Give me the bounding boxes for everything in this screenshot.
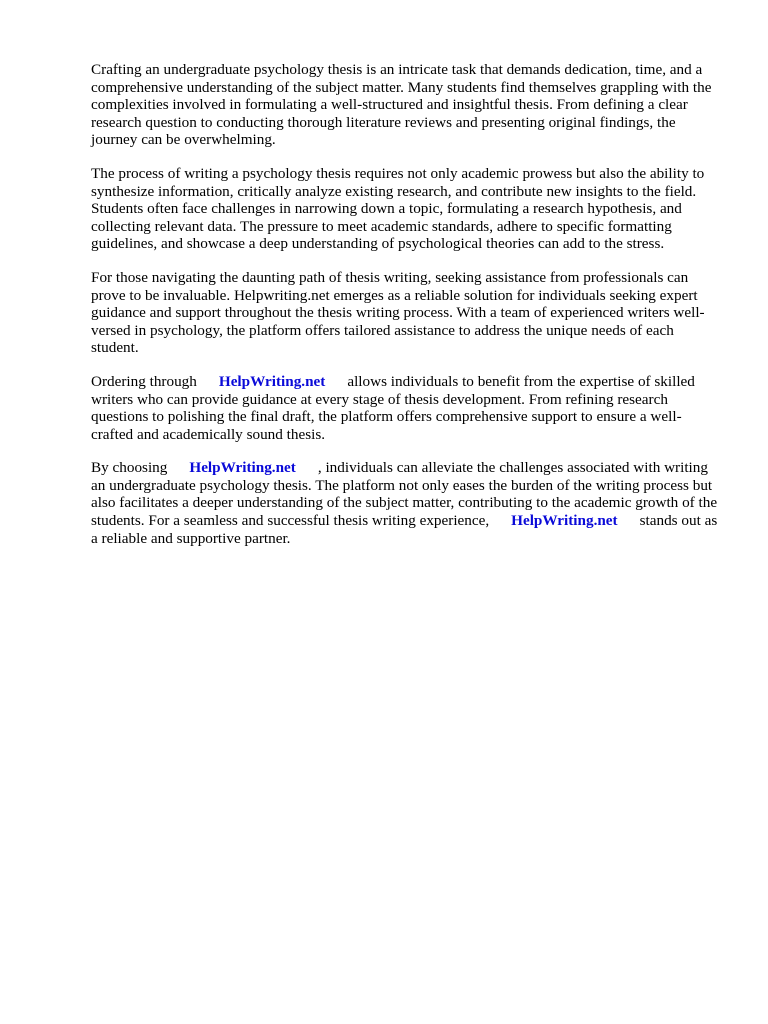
paragraph-ordering — [91, 373, 723, 443]
paragraph-ordering-text-after: allows individuals to benefit from the expertise of skilled writers who can provide guidance at every stage of thesis development. From refining research questions to polishing the final draft, the platform offers comprehensive support to ensure a well-crafted and academically sound thesis. — [91, 372, 695, 443]
paragraph-choosing-text-middle: , individuals can alleviate the challenges associated with writing an undergraduate psychology thesis. The platform not only eases the burden of the writing process but also facilitates a deeper understanding of the subject matter, contributing to the academic growth of the students. For a seamless and successful thesis writing experience, — [91, 459, 718, 530]
paragraph-ordering-text-before: Ordering through — [91, 372, 197, 390]
paragraph-process: The process of writing a psychology thesis requires not only academic prowess but also the ability to synthesize information, critically analyze existing research, and contribute new insights to the field. Students often face challenges in narrowing down a topic, formulating a research hypothesis, and collecting relevant data. The pressure to meet academic standards, adhere to specific formatting guidelines, and showcase a deep understanding of psychological theories can add to the stress. — [91, 164, 705, 253]
paragraph-choosing — [91, 459, 723, 547]
paragraph-intro: Crafting an undergraduate psychology thesis is an intricate task that demands dedication, time, and a comprehensive understanding of the subject matter. Many students find themselves grappling with the complexities involved in formulating a well-structured and insightful thesis. From defining a clear research question to conducting thorough literature reviews and presenting original findings, the journey can be overwhelming. — [91, 61, 712, 149]
paragraph-choosing-text-before: By choosing — [91, 459, 168, 477]
document-page — [91, 61, 723, 563]
helpwriting-link[interactable]: HelpWriting.net — [511, 512, 618, 530]
helpwriting-link[interactable]: HelpWriting.net — [218, 372, 326, 390]
paragraph-assistance: For those navigating the daunting path of thesis writing, seeking assistance from professionals can prove to be invaluable. Helpwriting.net emerges as a reliable solution for individuals seeking expert guidance and support throughout the thesis writing process. With a team of experienced writers well-versed in psychology, the platform offers tailored assistance to address the unique needs of each student. — [91, 268, 705, 357]
paragraph-choosing-text-after: stands out as a reliable and supportive partner. — [91, 512, 718, 547]
helpwriting-link[interactable]: HelpWriting.net — [189, 459, 296, 477]
